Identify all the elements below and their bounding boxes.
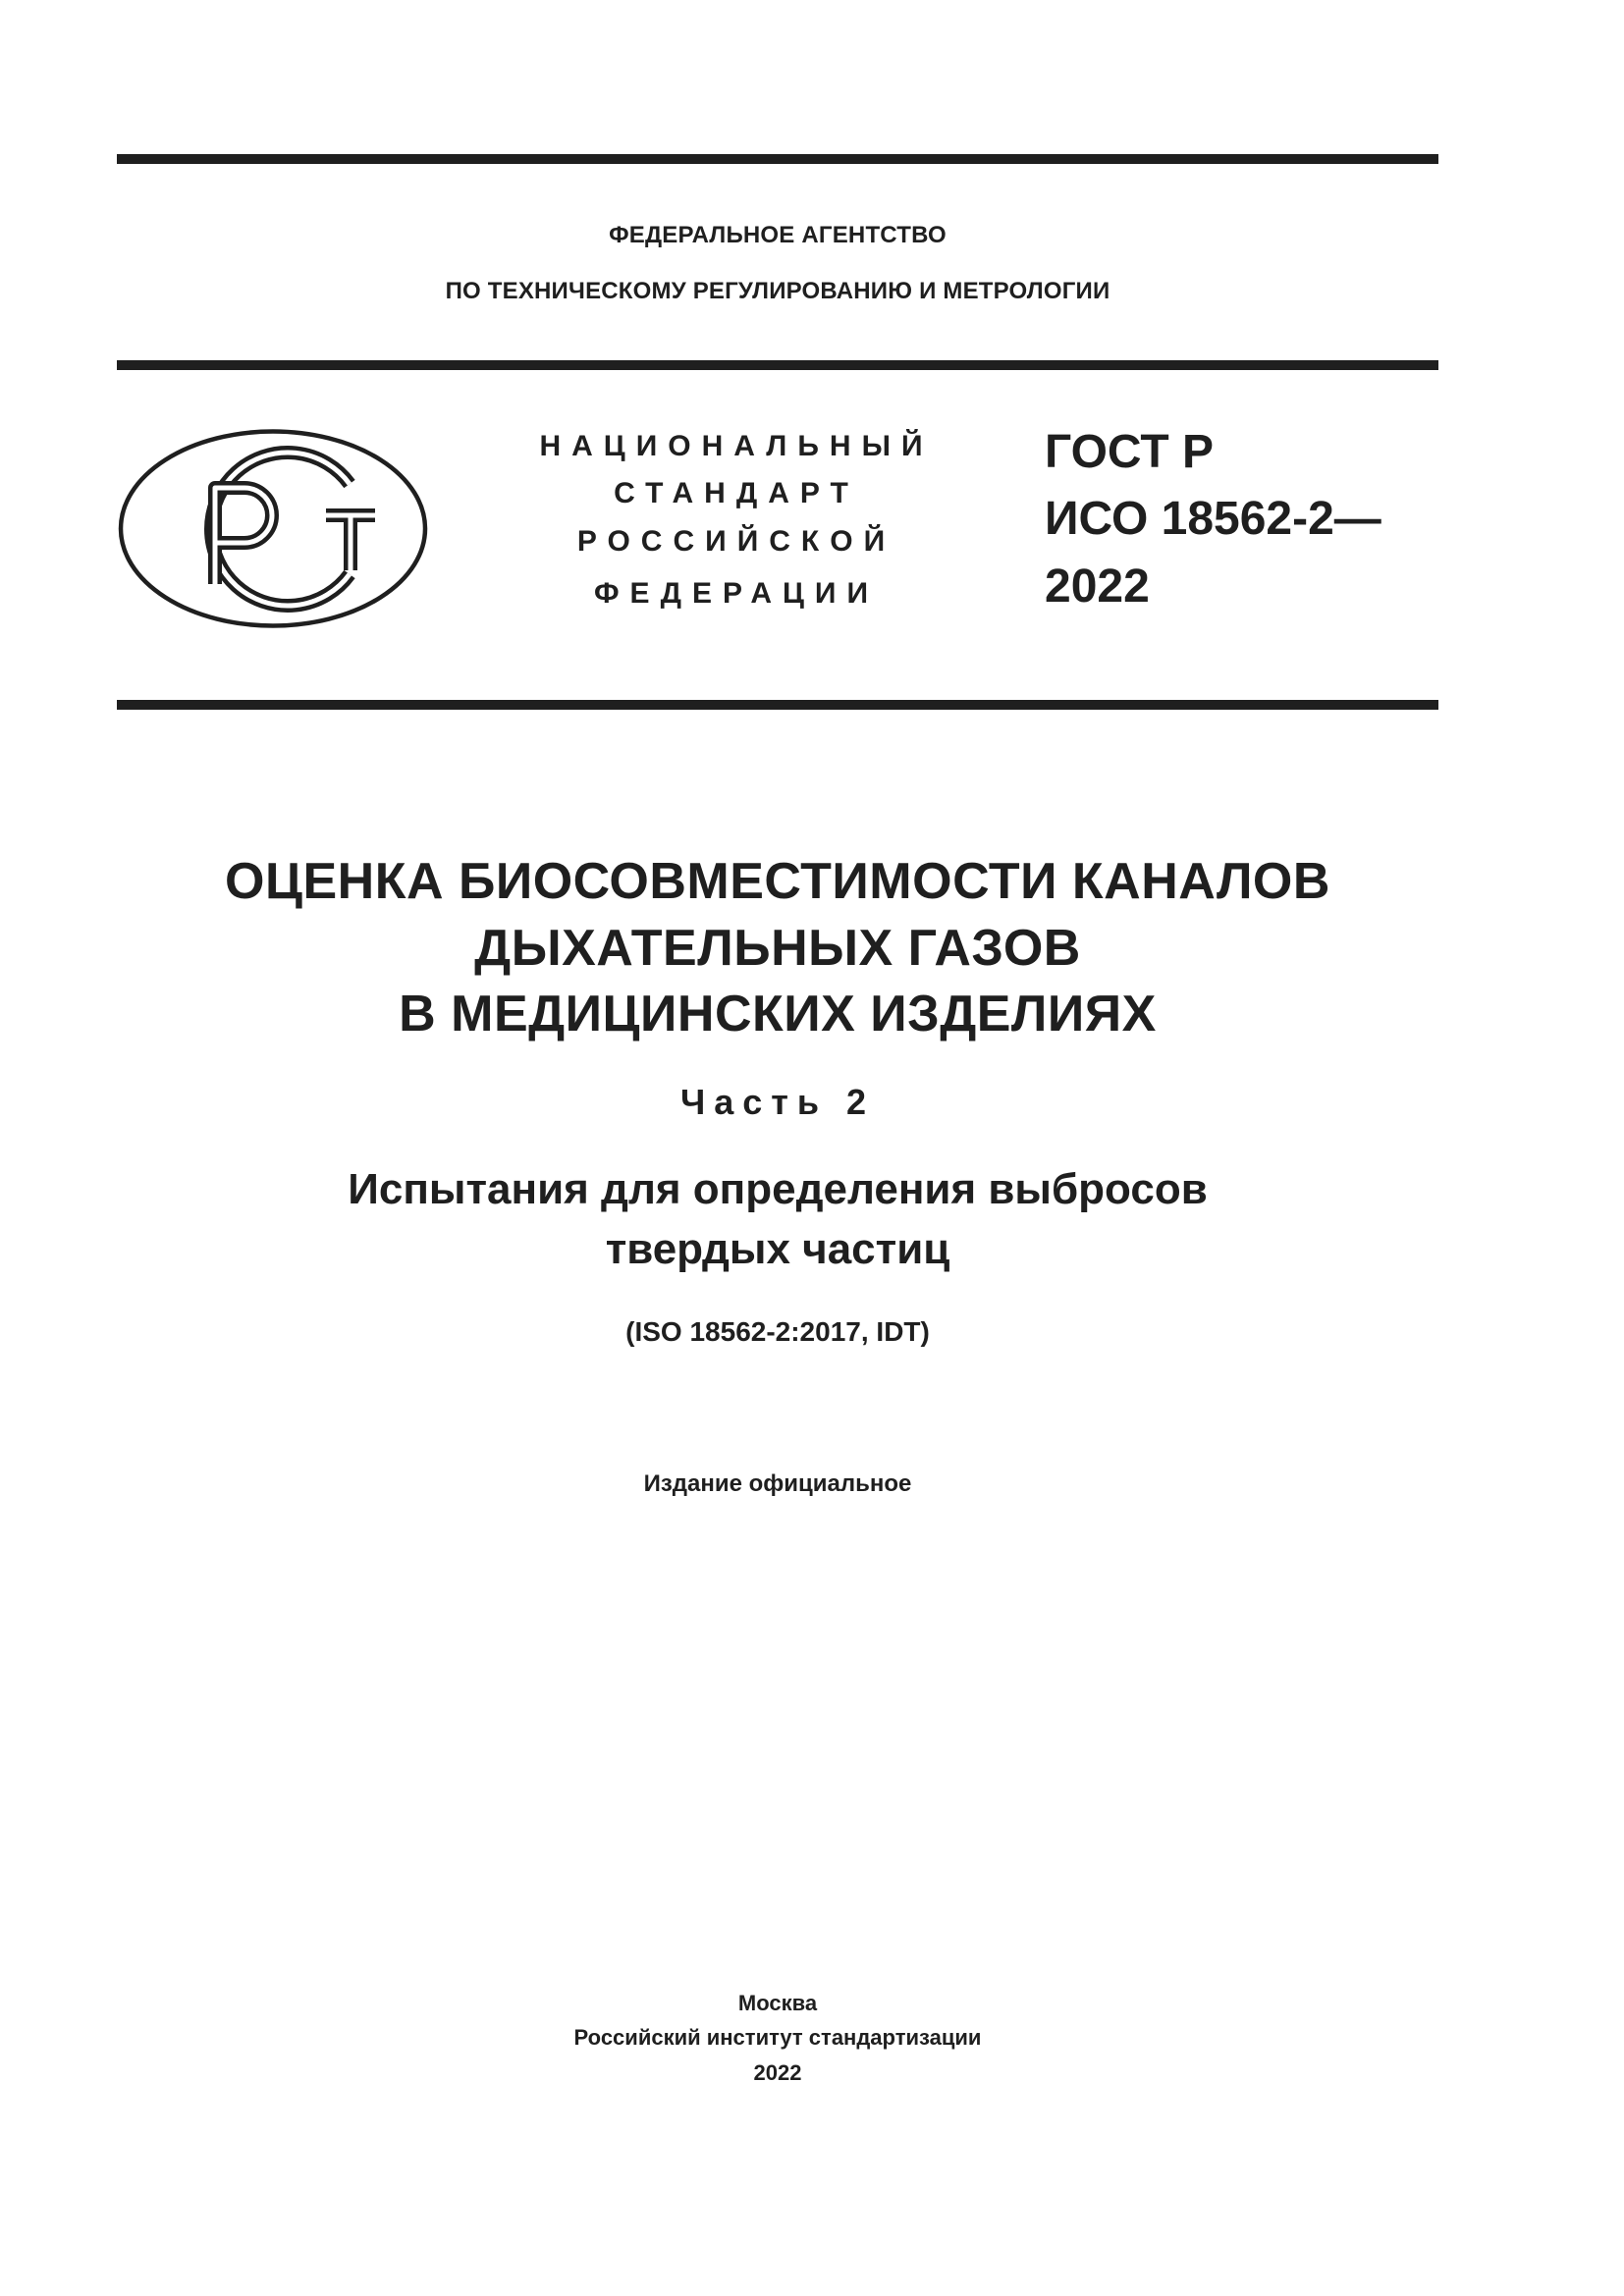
national-standard-line-1: НАЦИОНАЛЬНЫЙ [539,430,934,462]
national-standard-line-2: СТАНДАРТ [614,477,859,509]
document-subtitle-line-2: твердых частиц [605,1225,950,1273]
iso-reference: (ISO 18562-2:2017, IDT) [625,1316,930,1347]
pct-certification-logo [117,427,429,630]
document-title-line-1: ОЦЕНКА БИОСОВМЕСТИМОСТИ КАНАЛОВ [225,853,1330,910]
edition-note: Издание официальное [643,1470,912,1497]
part-label: Часть 2 [679,1082,876,1122]
title-rule [117,700,1438,710]
top-rule [117,154,1438,164]
standard-designation-line-2: ИСО 18562-2— [1045,493,1381,545]
standard-designation-line-3: 2022 [1045,561,1150,613]
document-title-line-2: ДЫХАТЕЛЬНЫХ ГАЗОВ [474,920,1081,977]
agency-name-line-1: ФЕДЕРАЛЬНОЕ АГЕНТСТВО [609,222,947,248]
standard-designation-line-1: ГОСТ Р [1045,426,1215,478]
header-rule [117,360,1438,370]
agency-name-line-2: ПО ТЕХНИЧЕСКОМУ РЕГУЛИРОВАНИЮ И МЕТРОЛОГИИ [445,278,1110,304]
imprint-publisher: Российский институт стандартизации [573,2025,982,2050]
document-subtitle-line-1: Испытания для определения выбросов [348,1165,1208,1213]
imprint-year: 2022 [753,2060,802,2085]
national-standard-line-4: ФЕДЕРАЦИИ [593,577,880,610]
imprint-city: Москва [737,1991,818,2015]
national-standard-line-3: РОССИЙСКОЙ [576,525,896,558]
document-title-line-3: В МЕДИЦИНСКИХ ИЗДЕЛИЯХ [399,986,1157,1042]
